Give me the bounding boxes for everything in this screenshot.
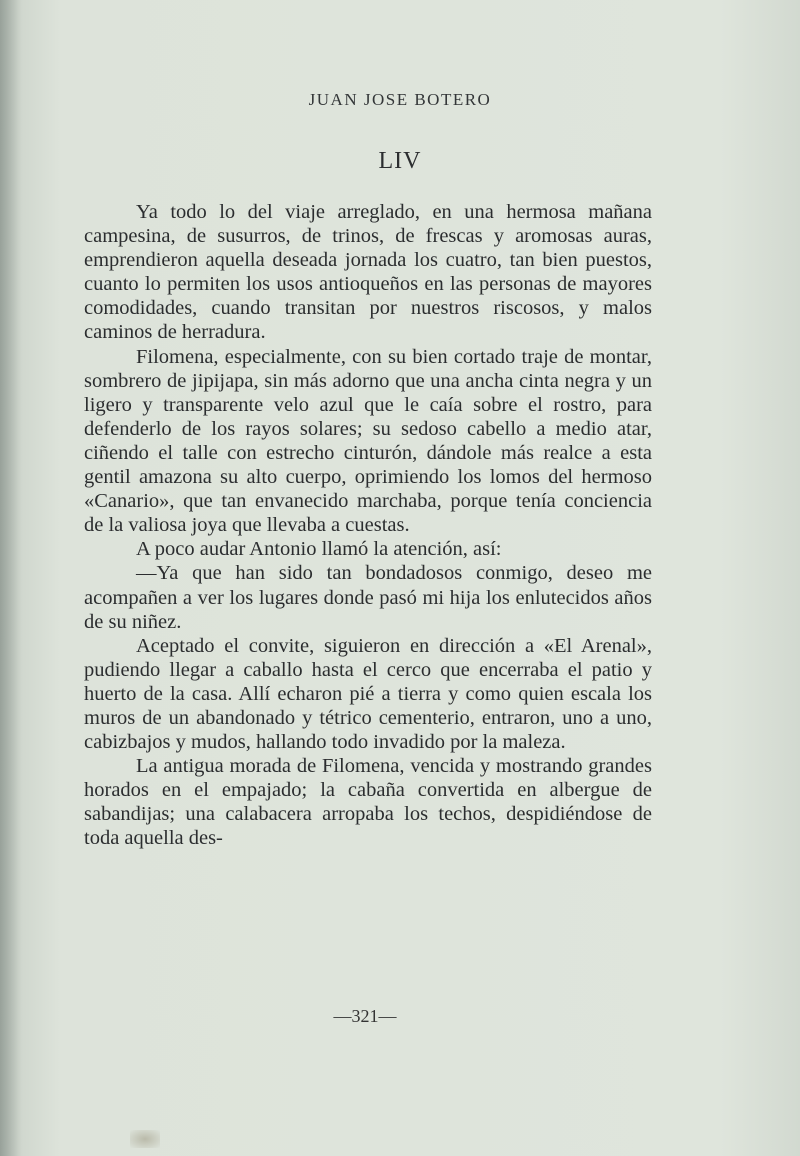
paragraph: A poco audar Antonio llamó la atención, así:	[136, 538, 502, 561]
running-head: JUAN JOSE BOTERO	[308, 90, 492, 109]
page-number: —321—	[333, 1006, 397, 1026]
paragraph: Aceptado el convite, siguieron en dirección a «El Arenal», pudiendo llegar a caballo hasta el cerco que encerraba el patio y huerto de la casa. Allí echaron pié a tierra y como quien escala los muros de un abandonado y tétrico cementerio, entraron, uno a uno, cabizbajos y mudos, hallando todo invadido por la maleza.	[84, 634, 652, 754]
paragraph: —Ya que han sido tan bondadosos conmigo, deseo me acompañen a ver los lugares donde pasó mi hija los enlutecidos años de su niñez.	[84, 562, 652, 633]
paragraph: Filomena, especialmente, con su bien cortado traje de montar, sombrero de jipijapa, sin más adorno que una ancha cinta negra y un ligero y transparente velo azul que le caía sobre el rostro, para defenderlo de los rayos solares; su sedoso cabello a medio atar, ciñendo el talle con estrecho cinturón, dándole más realce a esta gentil amazona su alto cuerpo, oprimiendo los lomos del hermoso «Canario», que tan envanecido marchaba, porque tenía conciencia de la valiosa joya que llevaba a cuestas.	[84, 345, 652, 537]
chapter-number: LIV	[378, 148, 422, 174]
paragraph: La antigua morada de Filomena, vencida y mostrando grandes horados en el empajado; la cabaña convertida en albergue de sabandijas; una calabacera arropaba los techos, despidiéndose de toda aquella des-	[84, 755, 652, 850]
paragraph: Ya todo lo del viaje arreglado, en una hermosa mañana campesina, de susurros, de trinos, de frescas y aromosas auras, emprendieron aquella deseada jornada los cuatro, tan bien puestos, cuanto lo permiten los usos antioqueños en las personas de mayores comodidades, cuando transitan por nuestros riscosos, y malos caminos de herradura.	[84, 201, 652, 344]
body-text	[84, 200, 652, 851]
paper-stain	[130, 1130, 160, 1148]
